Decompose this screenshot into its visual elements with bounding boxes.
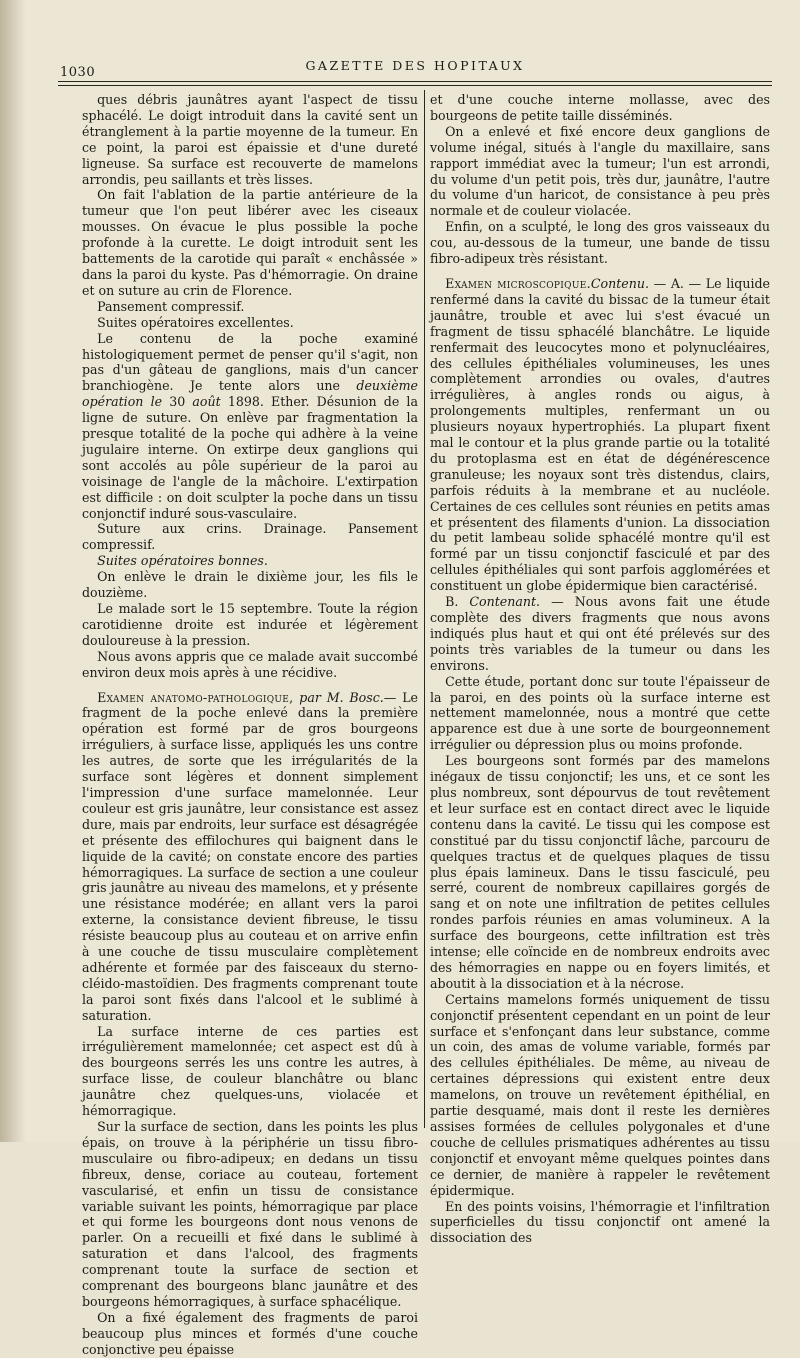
paragraph-text: Nous avons appris que ce malade avait succombé environ deux mois après à une récidive. bbox=[82, 648, 418, 680]
column-divider bbox=[424, 90, 425, 1128]
paragraph bbox=[82, 315, 418, 331]
paragraph-text: Sur la surface de section, dans les points les plus épais, on trouve à la périphérie un tissu fibro-musculaire ou fibro-adipeux; en dedans un tissu fibreux, dense, coriace au couteau, fortement vascularisé, et enfin un tissu de consistance variable suivant les points, hémorragique par place et qui forme les bourgeons dont nous venons de parler. On a recueilli et fixé dans le sublimé à saturation et dans l'alcool, des fragments comprenant toute la surface de section et comprenant des bourgeons blanc jaunâtre et des bourgeons hémorragiques, à surface sphacélique. bbox=[82, 1119, 418, 1309]
paragraph bbox=[82, 299, 418, 315]
paragraph-text: B. bbox=[445, 594, 470, 610]
paragraph-text: — Nous avons fait une étude complète des divers fragments que nous avons indiqués plus haut et qui ont été prélevés sur des points très variables de la tumeur ou dans les environs. bbox=[430, 594, 770, 673]
paragraph-text: Certains mamelons formés uniquement de tissu conjonctif présentent cependant en un point de leur surface et s'enfonçant dans leur substance, comme un coin, des amas de volume variable, formés par des cellules épithéliales. De même, au niveau de certaines dépressions qui existent entre deux mamelons, on trouve un revêtement épithélial, en partie desquamé, mais dont il reste les dernières assises formées de cellules polygonales et d'une couche de cellules prismatiques adhérentes au tissu conjonctif et envoyant même quelques pointes dans ce dernier, de manière à rappeler le revêtement épidermique. bbox=[430, 991, 770, 1198]
paragraph-text: — Le fragment de la poche enlevé dans la première opération est formé par de gros bourgeons irréguliers, à surface lisse, appliqués les uns contre les autres, de sorte que les irrégularités de la surface sont légères et donnent simplement l'impression d'une surface mamelonnée. Leur couleur est gris jaunâtre, leur consistance est assez dure, mais par endroits, leur surface est désagrégée et présente des effilochures qui baignent dans le liquide de la cavité; on constate encore des parties hémorragiques. La surface de section a une couleur gris jaunâtre au niveau des mamelons, et y présente une résistance modérée; en allant vers la paroi externe, la consistance devient fibreuse, le tissu résiste beaucoup plus au couteau et on arrive enfin à une couche de tissu musculaire complètement adhérente et formée par des faisceaux du sterno-cléido-mastoïdien. Des fragments comprenant toute la paroi sont fixés dans l'alcool et le sublimé à saturation. bbox=[82, 689, 419, 1023]
paragraph-text: Enfin, on a sculpté, le long des gros vaisseaux du cou, au-dessous de la tumeur, une bande de tissu fibro-adipeux très résistant. bbox=[430, 219, 770, 267]
paragraph bbox=[82, 92, 418, 187]
paragraph bbox=[430, 219, 770, 267]
paragraph bbox=[82, 1119, 418, 1310]
paragraph-text: Le contenu de la poche examiné histologiquement permet de penser qu'il s'agit, non pas d'un gâteau de ganglions, mais d'un cancer branchiogène. Je tente alors une bbox=[82, 330, 418, 394]
paragraph-text: Les bourgeons sont formés par des mamelons inégaux de tissu conjonctif; les uns, et ce sont les plus nombreux, sont dépourvus de tout revêtement et leur surface est en contact direct avec le liquide contenu dans la cavité. Le tissu qui les compose est constitué par du tissu conjonctif lâche, parcouru de quelques tractus et de quelques plaques de tissu plus épais lamineux. Dans le tissu fasciculé, peu serré, courent de nombreux capillaires gorgés de sang et on note une infiltration de petites cellules rondes parfois réunies en amas volumineux. A la surface des bourgeons, cette infiltration est très intense; elle coïncide en de nombreux endroits avec des hémorragies en nappe ou en foyers limités, et aboutit à la dissociation et à la nécrose. bbox=[430, 753, 770, 991]
journal-title: GAZETTE DES HOPITAUX bbox=[305, 58, 525, 73]
paragraph bbox=[430, 92, 770, 124]
italic-text: août bbox=[192, 394, 221, 410]
paragraph bbox=[82, 601, 418, 649]
italic-text: deuxième opération le bbox=[82, 378, 418, 410]
paragraph-text: et d'une couche interne mollasse, avec des bourgeons de petite taille disséminés. bbox=[430, 92, 770, 123]
paragraph bbox=[430, 753, 770, 992]
paragraph bbox=[82, 521, 418, 553]
page-number: 1030 bbox=[60, 65, 96, 80]
italic-text: Suites opératoires bonnes. bbox=[97, 553, 268, 569]
paragraph bbox=[430, 124, 770, 219]
paragraph bbox=[82, 187, 418, 298]
paragraph bbox=[430, 594, 770, 674]
paragraph-text: On enlève le drain le dixième jour, les fils le douzième. bbox=[82, 569, 418, 601]
paragraph bbox=[82, 553, 418, 569]
paragraph bbox=[82, 1024, 418, 1119]
paragraph-text: 1898. Ether. Désunion de la ligne de suture. On enlève par fragmentation la presque totalité de la poche qui adhère à la veine jugulaire interne. On extirpe deux ganglions qui sont accolés au pôle supérieur de la paroi au voisinage de l'angle de la mâchoire. L'extirpation est difficile : on doit sculpter la poche dans un tissu conjonctif induré sous-vasculaire. bbox=[82, 394, 418, 521]
header-rule-thin bbox=[58, 85, 772, 86]
paragraph bbox=[82, 649, 418, 681]
paragraph bbox=[430, 1199, 770, 1247]
right-text-column bbox=[430, 92, 770, 1246]
paragraph-text: — A. bbox=[648, 275, 689, 291]
paragraph bbox=[430, 674, 770, 754]
paragraph-text: On a fixé également des fragments de paroi beaucoup plus minces et formés d'une couche conjonctive peu épaisse bbox=[82, 1309, 418, 1357]
paragraph-text: On fait l'ablation de la partie antérieure de la tumeur que l'on peut libérer avec les ciseaux mousses. On évacue le plus possible la poche profonde à la curette. Le doigt introduit sent les battements de la carotide qui paraît « enchâssée » dans la paroi du kyste. Pas d'hémorragie. On draine et on suture au crin de Florence. bbox=[82, 187, 418, 298]
paragraph-text: On a enlevé et fixé encore deux ganglions de volume inégal, situés à l'angle du maxillaire, sans rapport immédiat avec la tumeur; l'un est arrondi, du volume d'un petit pois, très dur, jaunâtre, l'autre du volume d'un haricot, de consistance à peu près normale et de couleur violacée. bbox=[430, 123, 770, 219]
page-header bbox=[58, 55, 772, 80]
paragraph bbox=[82, 331, 418, 522]
paragraph-text: 30 bbox=[162, 394, 193, 410]
paragraph bbox=[82, 1310, 418, 1358]
paragraph-text: Suites opératoires excellentes. bbox=[97, 314, 294, 330]
italic-text: Contenant. bbox=[469, 594, 541, 610]
paragraph-text: ques débris jaunâtres ayant l'aspect de tissu sphacélé. Le doigt introduit dans la cavité sent un étranglement à la partie moyenne de la tumeur. En ce point, la paroi est épaissie et d'une dureté ligneuse. Sa surface est recouverte de mamelons arrondis, peu saillants et très lisses. bbox=[82, 92, 418, 187]
section-paragraph bbox=[82, 690, 418, 1024]
paragraph-text: Cette étude, portant donc sur toute l'épaisseur de la paroi, en des points où la surface interne est nettement mamelonnée, nous a montré que cette apparence est due à une sorte de bourgeonnement irrégulier ou dépression plus ou moins profonde. bbox=[430, 673, 770, 753]
paragraph bbox=[82, 569, 418, 601]
paragraph-text: En des points voisins, l'hémorragie et l'infiltration superficielles du tissu conjonctif ont amené la dissociation des bbox=[430, 1198, 770, 1246]
paragraph-text: Suture aux crins. Drainage. Pansement compressif. bbox=[82, 521, 418, 553]
page-edge-shadow bbox=[0, 0, 26, 1142]
left-text-column bbox=[82, 92, 419, 1357]
italic-text: par M. Bosc. bbox=[293, 689, 384, 705]
paragraph-text: — Le liquide renfermé dans la cavité du bissac de la tumeur était jaunâtre, trouble et avec lui s'est évacué un fragment de tissu sphacélé blanchâtre. Le liquide renfermait des leucocytes mono et polynucléaires, des cellules épithéliales volumineuses, les unes complètement arrondies ou ovales, d'autres irrégulières, à angles ronds ou aigus, à prolongements multiples, renfermant un ou plusieurs noyaux hypertrophiés. La plupart fixent mal le contour et la plus grande partie ou la totalité du protoplasma est en état de dégénérescence granuleuse; les noyaux sont très distendus, clairs, parfois réduits à la membrane et au nucléole. Certaines de ces cellules sont réunies en petits amas et présentent des filaments d'union. La dissociation du petit lambeau solide sphacélé montre qu'il est formé par un tissu conjonctif fasciculé et par des cellules épithéliales qui sont parfois agglomérées et constituent un globe épidermique bien caractérisé. bbox=[430, 275, 770, 594]
section-heading: Examen microscopique. bbox=[445, 275, 591, 291]
paragraph-text: Le malade sort le 15 septembre. Toute la région carotidienne droite est indurée et légèrement douloureuse à la pression. bbox=[82, 601, 418, 648]
paragraph bbox=[430, 992, 770, 1199]
section-paragraph bbox=[430, 276, 770, 594]
italic-text: Contenu. bbox=[590, 275, 649, 291]
paragraph-text: Pansement compressif. bbox=[97, 298, 245, 314]
header-rule bbox=[58, 81, 772, 82]
paragraph-text: La surface interne de ces parties est irrégulièrement mamelonnée; cet aspect est dû à des bourgeons serrés les uns contre les autres, à surface lisse, de couleur blanchâtre ou blanc jaunâtre chez quelques-uns, violacée et hémorragique. bbox=[82, 1023, 418, 1119]
section-heading: Examen anatomo-pathologique, bbox=[97, 689, 294, 705]
